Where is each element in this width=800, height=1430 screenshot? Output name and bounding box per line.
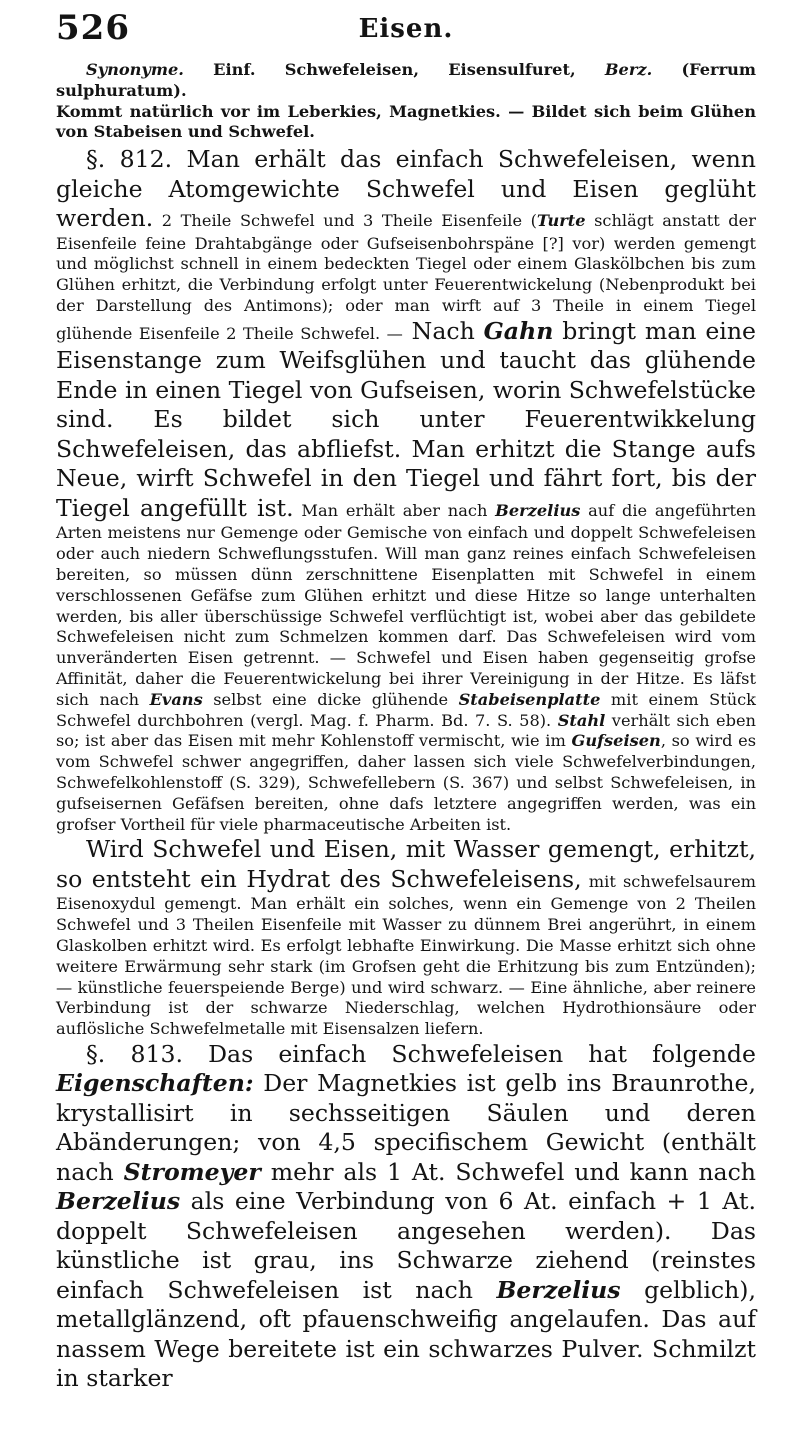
term-stabeisenplatte: Stabeisenplatte [458, 689, 601, 709]
name-berzelius-3: Berzelius [496, 1275, 621, 1304]
s812-small-1a: 2 Theile Schwefel und 3 Theile Eisenfeile ( [153, 211, 537, 231]
synonyms-label: Synonyme. [86, 60, 184, 79]
s812-small-1b: schlägt anstatt der Eisenfeile feine Drahtabgänge oder Gufseisenbohrspäne [?] vor) werden gemengt und möglichst schnell in einem bedeckten Tiegel oder einem Glaskölbchen bis zum Glühen erhitzt, die Verbindung erfolgt unter Feuerentwickelung (Nebenprodukt bei der Darstellung des Antimons); oder man wirft auf 3 Theile in einem Tiegel glühende Eisenfeile 2 Theile Schwefel. — [56, 211, 756, 343]
s813-a: §. 813. Das einfach Schwefeleisen hat folgende [86, 1039, 756, 1068]
name-berzelius-1: Berzelius [495, 500, 581, 520]
running-title: Eisen. [358, 14, 454, 44]
hydrate-details: mit schwefelsaurem Eisenoxydul gemengt. Man erhält ein solches, wenn ein Gemenge von 2 Theilen Schwefel und 3 Theilen Eisenfeile mit Wasser zu dünnem Brei angerührt, in einem Glaskolben erhitzt wird. Es erfolgt lebhafte Einwirkung. Die Masse erhitzt sich ohne weitere Erwärmung sehr stark (im Grofsen geht die Erhitzung bis zum Entzünden); — künstliche feuerspeiende Berge) und wird schwarz. — Eine ähnliche, aber reinere Verbindung ist der schwarze Niederschlag, welchen Hydrothionsäure oder auflösliche Schwefelmetalle mit Eisensalzen liefern. [56, 871, 756, 1039]
synonyms-text: Einf. Schwefeleisen, Eisensulfuret, [183, 60, 605, 79]
s812-nach: Nach [402, 316, 484, 345]
s812-small-2d: mit einem Stück Schwefel durchbohren (vergl. Mag. f. Pharm. Bd. 7. S. 58). [56, 689, 756, 730]
term-eigenschaften: Eigenschaften: [56, 1069, 254, 1098]
hydrate-paragraph [56, 835, 756, 1040]
name-berzelius-2: Berzelius [56, 1187, 181, 1216]
term-gufseisen: Gufseisen [571, 731, 661, 751]
section-812-paragraph [56, 145, 756, 835]
s813-e: gelblich), metallglänzend, oft pfauenschweifig angelaufen. Das auf nassem Wege bereitete ist ein schwarzes Pulver. Schmilzt in starker [56, 1275, 757, 1393]
section-813-paragraph [56, 1040, 756, 1394]
s812-small-2b: auf die angeführten Arten meistens nur Gemenge oder Gemische von einfach und doppelt Schwefeleisen oder auch niedern Schweflungsstufen. Will man ganz reines einfach Schwefeleisen bereiten, so müssen dünn zerschnittene Eisenplatten mit Schwefel in einem verschlossenen Gefäfse zum Glühen erhitzt und diese Hitze so lange unterhalten werden, bis aller überschüssige Schwefel verflüchtigt ist, wobei aber das gebildete Schwefeleisen nicht zum Schmelzen kommen darf. Das Schwefeleisen wird vom unveränderten Eisen getrennt. — Schwefel und Eisen haben gegenseitig grofse Affinität, daher die Feuerentwickelung bei ihrer Vereinigung in der Hitze. Es läfst sich nach [56, 500, 757, 709]
page-header [56, 8, 756, 56]
name-turte: Turte [536, 211, 586, 231]
name-evans: Evans [149, 689, 203, 709]
name-gahn: Gahn [483, 316, 554, 345]
s812-large-2: bringt man eine Eisenstange zum Weifsglühen und taucht das glühende Ende in einen Tiegel von Gufseisen, worin Schwefelstücke sind. Es bildet sich unter Feuerentwikkelung Schwefeleisen, das abfliefst. Man erhitzt die Stange aufs Neue, wirft Schwefel in den Tiegel und fährt fort, bis der Tiegel angefüllt ist. [56, 316, 756, 522]
synonyms-text-2: (Ferrum sulphuratum). [56, 60, 757, 100]
s812-small-2e: verhält sich eben so; ist aber das Eisen mit mehr Kohlenstoff vermischt, wie im [56, 710, 756, 751]
s813-d: als eine Verbindung von 6 At. einfach + 1 At. doppelt Schwefeleisen angesehen werden). Das künstliche ist grau, ins Schwarze ziehend (reinstes einfach Schwefeleisen ist nach [56, 1187, 756, 1304]
section-812-lead: §. 812. Man erhält das einfach Schwefeleisen, wenn gleiche Atomgewichte Schwefel und Eisen geglüht werden. [56, 145, 756, 233]
term-stahl: Stahl [557, 710, 606, 730]
page-number: 526 [56, 8, 130, 48]
natural-occurrence: Kommt natürlich vor im Leberkies, Magnetkies. — Bildet sich beim Glühen von Stabeisen und Schwefel. [56, 101, 756, 142]
name-stromeyer: Stromeyer [123, 1157, 261, 1186]
s813-b: Der Magnetkies ist gelb ins Braunrothe, krystallisirt in sechsseitigen Säulen und deren Abänderungen; von 4,5 specifischem Gewicht (enthält nach [56, 1069, 756, 1186]
author-berz: Berz. [604, 60, 653, 79]
s813-c: mehr als 1 At. Schwefel und kann nach [260, 1157, 756, 1186]
s812-small-2a: Man erhält aber nach [293, 500, 496, 520]
synonyms-paragraph [56, 60, 756, 143]
s812-small-2c: selbst eine dicke glühende [202, 689, 459, 709]
s812-small-2f: , so wird es vom Schwefel schwer angegriffen, daher lassen sich viele Schwefelverbindungen, Schwefelkohlenstoff (S. 329), Schwefellebern (S. 367) und selbst Schwefeleisen, in gufseisernen Gefäfsen bereiten, ohne dafs letztere angegriffen werden, was ein grofser Vortheil für viele pharmaceutische Arbeiten ist. [56, 731, 757, 834]
hydrate-lead: Wird Schwefel und Eisen, mit Wasser gemengt, erhitzt, so entsteht ein Hydrat des Schwefeleisens, [56, 835, 756, 893]
